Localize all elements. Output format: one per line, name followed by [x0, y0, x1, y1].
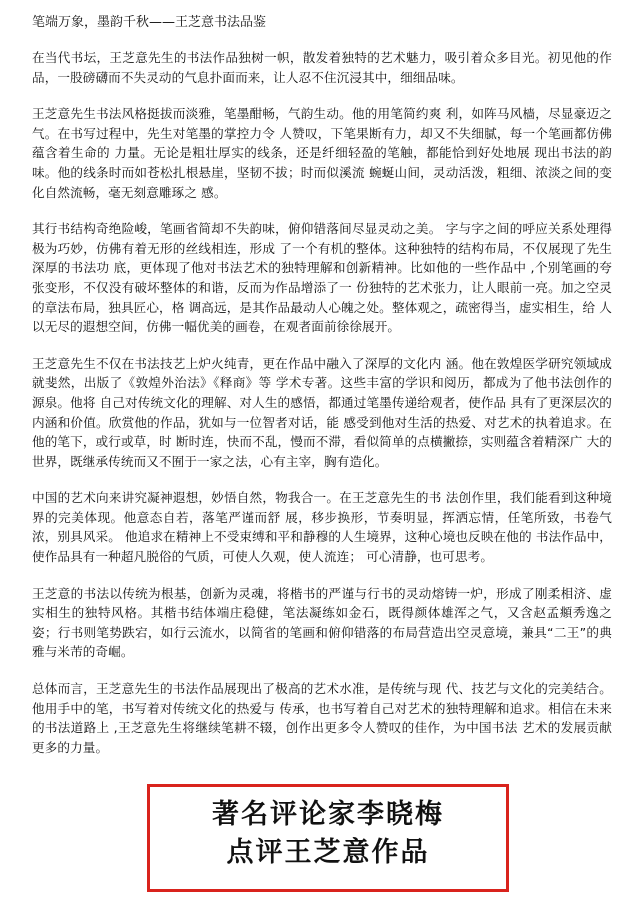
article [32, 14, 612, 774]
article-paragraph: 在当代书坛，王芝意先生的书法作品独树一帜，散发着独特的艺术魅力，吸引着众多目光。初见他的作品，一股磅礴而不失灵动的气息扑面而来，让人忍不住沉浸其中，细细品味。 [32, 50, 612, 85]
article-paragraph: 王芝意先生书法风格挺拔而淡雅，笔墨酣畅，气韵生动。他的用笔简约爽 利，如阵马风樯，尽显豪迈之气。在书写过程中，先生对笔墨的掌控力令 人赞叹，下笔果断有力，却又不失细腻，每一个笔画都仿佛蕴含着生命的 力量。无论是粗壮厚实的线条，还是纤细轻盈的笔触，都能恰到好处地展 现出书法的韵味。他的线条时而如苍松扎根悬崖，坚韧不拔；时而似溪流 蜿蜒山间，灵动活泼，粗细、浓淡之间的变化自然流畅，毫无刻意雕琢之 感。 [32, 106, 612, 200]
article-title: 笔端万象，墨韵千秋——王芝意书法品鉴 [32, 15, 267, 30]
reviewer-banner [147, 784, 509, 892]
article-paragraph: 中国的艺术向来讲究凝神遐想，妙悟自然，物我合一。在王芝意先生的书 法创作里，我们能看到这种境界的完美体现。他意态自若，落笔严谨而舒 展，移步换形，节奏明显，挥洒忘情，任笔所致，书卷气浓，别具风采。 他追求在精神上不受束缚和平和静穆的人生境界，这种心境也反映在他的 书法作品中，使作品具有一种超凡脱俗的气质，可使人久观，使人流连； 可心清静，也可思考。 [32, 490, 612, 565]
article-paragraph: 王芝意的书法以传统为根基，创新为灵魂，将楷书的严谨与行书的灵动熔铸一炉，形成了刚柔相济、虚实相生的独特风格。其楷书结体端庄稳健，笔法凝练如金石，既得颜体雄浑之气，又含赵孟頫秀逸之姿；行书则笔势跌宕，如行云流水，以简省的笔画和俯仰错落的布局营造出空灵意境，兼具“二王”的典雅与米芾的奇崛。 [32, 585, 612, 660]
article-paragraph: 总体而言，王芝意先生的书法作品展现出了极高的艺术水准，是传统与现 代、技艺与文化的完美结合。他用手中的笔，书写着对传统文化的热爱与 传承，也书写着自己对艺术的独特理解和追求。相信在未来的书法道路上 ,王芝意先生将继续笔耕不辍，创作出更多令人赞叹的佳作，为中国书法 艺术的发展贡献更多的力量。 [32, 681, 612, 755]
article-paragraph: 其行书结构奇绝险峻，笔画省简却不失韵味，俯仰错落间尽显灵动之美。 字与字之间的呼应关系处理得极为巧妙，仿佛有着无形的丝线相连，形成 了一个有机的整体。这种独特的结构布局，不仅展现了先生深厚的书法功 底，更体现了他对书法艺术的独特理解和创新精神。比如他的一些作品中 ,个别笔画的夸张变形，不仅没有破坏整体的和谐，反而为作品增添了一 份独特的艺术张力，让人眼前一亮。加之空灵的章法布局，独具匠心，格 调高远，是其作品最动人心魄之处。整体观之，疏密得当，虚实相生，给 人以无尽的遐想空间，仿佛一幅优美的画卷，在观者面前徐徐展开。 [32, 221, 612, 335]
article-paragraph: 王芝意先生不仅在书法技艺上炉火纯青，更在作品中融入了深厚的文化内 涵。他在敦煌医学研究领域成就斐然，出版了《敦煌外治法》《释商》等 学术专著。这些丰富的学识和阅历，都成为了他书法创作的源泉。他将 自己对传统文化的理解、对人生的感悟，都通过笔墨传递给观者，使作品 具有了更深层次的内涵和价值。欣赏他的作品，犹如与一位智者对话，能 感受到他对生活的热爱、对艺术的执着追求。在他的笔下，或行或草，时 断时连，快而不乱，慢而不滞，看似简单的点横撇捺，实则蕴含着精深广 大的世界，既继承传统而又不囿于一家之法，心有主宰，胸有造化。 [32, 355, 612, 469]
banner-line-reviewer: 著名评论家李晓梅 [212, 799, 444, 830]
banner-line-subject: 点评王芝意作品 [226, 837, 430, 868]
